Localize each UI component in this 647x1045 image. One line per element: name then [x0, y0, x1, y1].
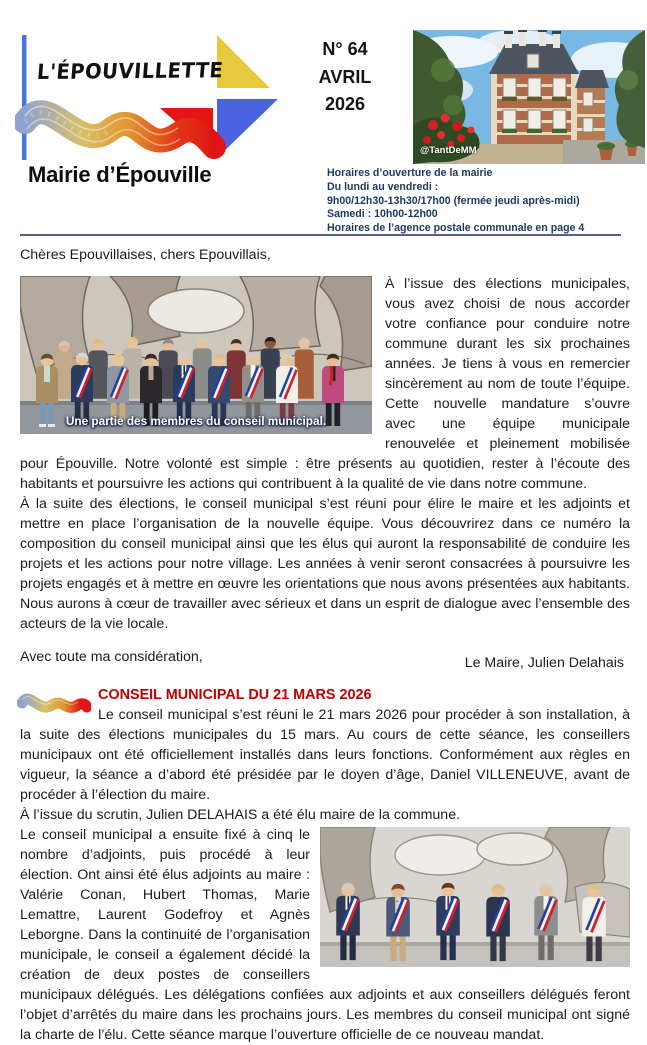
signature-row [20, 647, 630, 673]
opening-hours [327, 167, 632, 236]
photo-credit: @TantDeMM [420, 145, 477, 156]
council-photo-caption: Une partie des membres du conseil municipal. [65, 414, 327, 428]
council-paragraph-3: Le conseil municipal a ensuite fixé à cinq le nombre d’adjoints, puis procédé à leur élection. Ont ainsi été élus adjoints au maire : Valérie Conan, Hubert Thomas, Marie Lemattre, Laurent Godefroy et Agnès Leborgne. Dans la continuité de l’organisation municipale, le conseil a également décidé la création de deux postes de conseillers municipaux délégués. Les délégations confiées aux adjoints et aux conseillers délégués feront l’objet d’arrêtés du maire dans les prochains jours. Les membres du conseil municipal ont signé la charte de l’élu. Cette séance marque l’ouverture officielle de ce nouveau mandat. [20, 827, 630, 1043]
council-group-photo [20, 276, 372, 434]
council-paragraph-1: Le conseil municipal s’est réuni le 21 mars 2026 pour procéder à son installation, à la suite des élections municipales du 15 mars. Au cours de cette séance, les conseillers municipaux ont été officiellement installés dans leurs fonctions. Conformément aux règles en vigueur, la séance a d’abord été présidée par le doyen d’âge, Daniel VILLENEUVE, avant de procéder à l’élection du maire. [20, 707, 630, 803]
opening-hours-line: Horaires de l’agence postale communale en page 4 [327, 222, 585, 235]
greeting: Chères Epouvillaises, chers Epouvillais, [20, 247, 271, 263]
newsletter-title: L'ÉPOUVILLETTE [36, 58, 225, 84]
council-paragraph-2: À l’issue du scrutin, Julien DELAHAIS a été élu maire de la commune. [20, 807, 461, 823]
opening-hours-title: Horaires d’ouverture de la mairie [327, 167, 493, 179]
edito-paragraph-2: À la suite des élections, le conseil municipal s’est réuni pour élire le maire et les adjoints et mettre en place l’organisation de la nouvelle équipe. Vous découvrirez dans ce numéro la composition du conseil municipal ainsi que les élus qui auront la responsabilité de conduire les projets et les actions pour notre village. Les années à venir seront consacrées à poursuivre les projets engagés et à mettre en œuvre les orientations que nous avons présentées aux habitants. Nous aurons à cœur de travailler avec sérieux et dans un esprit de dialogue avec l’ensemble des acteurs de la vie locale. [20, 496, 630, 632]
opening-hours-line: Samedi : 10h00-12h00 [327, 208, 438, 221]
logo-yellow-triangle [217, 35, 270, 88]
edito-paragraph-1: À l’issue des élections municipales, vous avez choisi de nous accorder votre confiance pour conduire notre commune durant les six prochaines années. Je tiens à vous en remercier sincèrement au nom de toute l’équipe. Cette nouvelle mandature s’ouvre avec une équipe municipale renouvelée et pleinement mobilisée pour Épouville. Notre volonté est simple : être présents au quotidien, rester à l’écoute des habitants et poursuivre les actions qui contribuent à la qualité de vie dans notre commune. [20, 276, 630, 492]
closing-line: Avec toute ma considération, [20, 649, 203, 665]
council-section [20, 685, 630, 1045]
logo-blue-bar [22, 35, 27, 160]
mairie-photo [413, 30, 645, 164]
mayor-signature: Le Maire, Julien Delahais [464, 655, 624, 671]
header-separator [20, 234, 621, 236]
newsletter-body [20, 245, 630, 1045]
opening-hours-line: 9h00/12h30-13h30/17h00 (fermée jeudi après-midi) [327, 194, 580, 207]
newsletter-logo-illustration [15, 30, 285, 165]
issue-number: N° 64 [322, 39, 368, 59]
issue-month: AVRIL [318, 66, 372, 87]
issue-block [295, 36, 395, 119]
opening-hours-line: Du lundi au vendredi : [327, 180, 439, 193]
mairie-title: Mairie d’Épouville [28, 162, 212, 187]
issue-year: 2026 [324, 94, 366, 114]
logo-blue-triangle [217, 99, 278, 158]
council-section-heading: CONSEIL MUNICIPAL DU 21 MARS 2026 [98, 687, 372, 703]
adjoints-group-photo [320, 827, 630, 967]
brush-wave-icon [17, 686, 91, 718]
